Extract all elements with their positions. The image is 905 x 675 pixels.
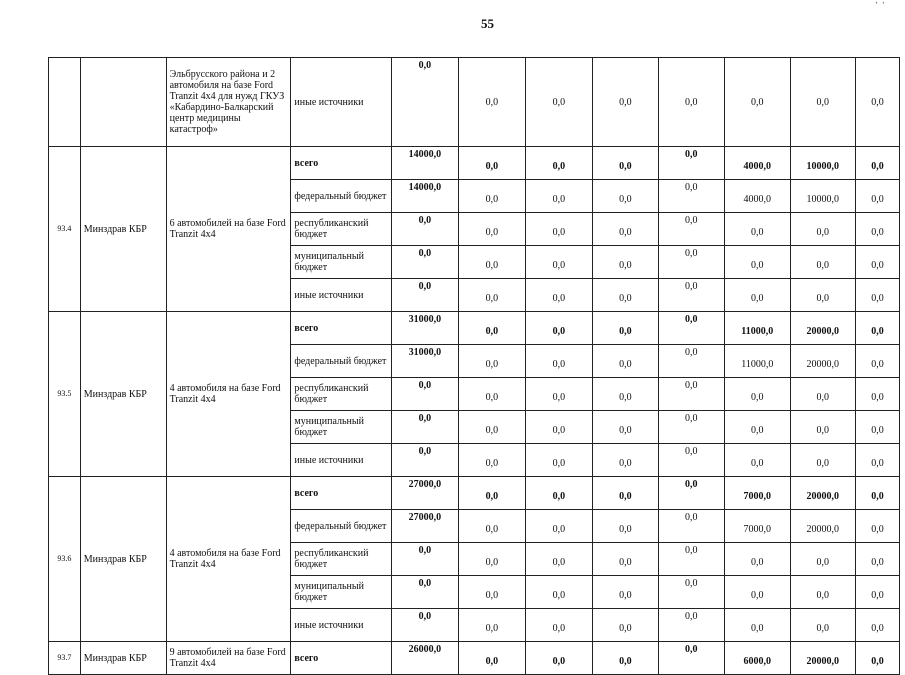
- total-cell: 0,0: [391, 378, 459, 411]
- value-cell: 0,0: [855, 180, 899, 213]
- value-cell: 0,0: [658, 444, 724, 477]
- value-cell: 0,0: [459, 543, 525, 576]
- org-cell: Минздрав КБР: [80, 477, 166, 642]
- value-cell: 0,0: [725, 411, 790, 444]
- total-cell: 26000,0: [391, 642, 459, 675]
- value-cell: 0,0: [593, 411, 658, 444]
- row-index: 93.7: [49, 642, 81, 675]
- value-cell: 0,0: [855, 411, 899, 444]
- source-cell: республиканский бюджет: [291, 378, 391, 411]
- total-cell: 14000,0: [391, 147, 459, 180]
- value-cell: 0,0: [525, 312, 593, 345]
- value-cell: 0,0: [855, 642, 899, 675]
- value-cell: 0,0: [658, 213, 724, 246]
- value-cell: 20000,0: [790, 477, 855, 510]
- value-cell: 0,0: [658, 312, 724, 345]
- value-cell: 0,0: [525, 543, 593, 576]
- value-cell: 0,0: [855, 576, 899, 609]
- value-cell: 0,0: [725, 609, 790, 642]
- value-cell: 0,0: [725, 444, 790, 477]
- value-cell: 0,0: [459, 609, 525, 642]
- page-number: 55: [481, 16, 494, 31]
- value-cell: 0,0: [593, 180, 658, 213]
- value-cell: 0,0: [790, 279, 855, 312]
- org-cell: Минздрав КБР: [80, 312, 166, 477]
- value-cell: 0,0: [725, 576, 790, 609]
- table-row: [49, 312, 900, 345]
- value-cell: 0,0: [658, 477, 724, 510]
- value-cell: 0,0: [855, 510, 899, 543]
- source-cell: иные источники: [291, 444, 391, 477]
- value-cell: 0,0: [593, 576, 658, 609]
- value-cell: 4000,0: [725, 147, 790, 180]
- value-cell: 0,0: [658, 147, 724, 180]
- value-cell: 0,0: [525, 58, 593, 147]
- value-cell: 0,0: [525, 609, 593, 642]
- total-cell: 0,0: [391, 576, 459, 609]
- total-cell: 0,0: [391, 213, 459, 246]
- value-cell: 0,0: [658, 609, 724, 642]
- value-cell: 0,0: [459, 477, 525, 510]
- value-cell: 0,0: [658, 510, 724, 543]
- source-cell: федеральный бюджет: [291, 180, 391, 213]
- value-cell: 0,0: [658, 58, 724, 147]
- value-cell: 0,0: [790, 378, 855, 411]
- value-cell: 0,0: [525, 246, 593, 279]
- value-cell: 0,0: [790, 543, 855, 576]
- value-cell: 0,0: [593, 58, 658, 147]
- source-cell: всего: [291, 477, 391, 510]
- value-cell: 0,0: [459, 213, 525, 246]
- value-cell: 0,0: [459, 444, 525, 477]
- value-cell: 0,0: [725, 246, 790, 279]
- total-cell: 0,0: [391, 543, 459, 576]
- value-cell: 0,0: [525, 576, 593, 609]
- source-cell: муниципальный бюджет: [291, 246, 391, 279]
- value-cell: 0,0: [593, 312, 658, 345]
- total-cell: 0,0: [391, 58, 459, 147]
- value-cell: 0,0: [593, 444, 658, 477]
- table-row: [49, 58, 900, 147]
- value-cell: 0,0: [725, 378, 790, 411]
- value-cell: 0,0: [459, 345, 525, 378]
- table-row: [49, 147, 900, 180]
- value-cell: 7000,0: [725, 477, 790, 510]
- value-cell: 0,0: [593, 510, 658, 543]
- value-cell: 0,0: [593, 477, 658, 510]
- value-cell: 0,0: [790, 609, 855, 642]
- org-cell: [80, 58, 166, 147]
- value-cell: 0,0: [658, 246, 724, 279]
- value-cell: 0,0: [459, 312, 525, 345]
- value-cell: 0,0: [459, 642, 525, 675]
- total-cell: 0,0: [391, 411, 459, 444]
- value-cell: 0,0: [855, 609, 899, 642]
- value-cell: 0,0: [725, 543, 790, 576]
- value-cell: 0,0: [658, 411, 724, 444]
- index-cell: [49, 58, 81, 147]
- value-cell: 0,0: [593, 543, 658, 576]
- value-cell: 0,0: [855, 246, 899, 279]
- value-cell: 7000,0: [725, 510, 790, 543]
- total-cell: 27000,0: [391, 510, 459, 543]
- value-cell: 0,0: [459, 576, 525, 609]
- value-cell: 0,0: [593, 642, 658, 675]
- value-cell: 0,0: [855, 543, 899, 576]
- value-cell: 0,0: [525, 444, 593, 477]
- total-cell: 0,0: [391, 246, 459, 279]
- table-row: [49, 477, 900, 510]
- value-cell: 0,0: [525, 180, 593, 213]
- value-cell: 0,0: [855, 444, 899, 477]
- value-cell: 0,0: [525, 642, 593, 675]
- source-cell: республиканский бюджет: [291, 213, 391, 246]
- value-cell: 10000,0: [790, 180, 855, 213]
- org-cell: Минздрав КБР: [80, 147, 166, 312]
- total-cell: 31000,0: [391, 312, 459, 345]
- total-cell: 0,0: [391, 279, 459, 312]
- value-cell: 20000,0: [790, 510, 855, 543]
- value-cell: 0,0: [459, 411, 525, 444]
- source-cell: иные источники: [291, 58, 391, 147]
- source-cell: муниципальный бюджет: [291, 411, 391, 444]
- total-cell: 31000,0: [391, 345, 459, 378]
- value-cell: 0,0: [593, 378, 658, 411]
- value-cell: 0,0: [855, 477, 899, 510]
- description-cell: 9 автомобилей на базе Ford Tranzit 4x4: [166, 642, 291, 675]
- value-cell: 0,0: [855, 279, 899, 312]
- source-cell: республиканский бюджет: [291, 543, 391, 576]
- value-cell: 0,0: [855, 378, 899, 411]
- total-cell: 0,0: [391, 444, 459, 477]
- value-cell: 0,0: [790, 58, 855, 147]
- value-cell: 0,0: [459, 378, 525, 411]
- value-cell: 0,0: [593, 609, 658, 642]
- value-cell: 0,0: [459, 58, 525, 147]
- value-cell: 0,0: [459, 147, 525, 180]
- table-body: [49, 58, 900, 675]
- value-cell: 20000,0: [790, 312, 855, 345]
- total-cell: 27000,0: [391, 477, 459, 510]
- description-cell: 4 автомобиля на базе Ford Tranzit 4x4: [166, 477, 291, 642]
- value-cell: 0,0: [525, 213, 593, 246]
- description-cell: 4 автомобиля на базе Ford Tranzit 4x4: [166, 312, 291, 477]
- value-cell: 4000,0: [725, 180, 790, 213]
- org-cell: Минздрав КБР: [80, 642, 166, 675]
- value-cell: 0,0: [525, 378, 593, 411]
- value-cell: 0,0: [855, 213, 899, 246]
- value-cell: 0,0: [593, 279, 658, 312]
- value-cell: 0,0: [593, 345, 658, 378]
- value-cell: 0,0: [525, 345, 593, 378]
- value-cell: 0,0: [855, 312, 899, 345]
- value-cell: 6000,0: [725, 642, 790, 675]
- source-cell: муниципальный бюджет: [291, 576, 391, 609]
- value-cell: 0,0: [790, 213, 855, 246]
- value-cell: 0,0: [725, 213, 790, 246]
- total-cell: 14000,0: [391, 180, 459, 213]
- value-cell: 0,0: [459, 510, 525, 543]
- value-cell: 0,0: [658, 642, 724, 675]
- value-cell: 0,0: [790, 444, 855, 477]
- source-cell: иные источники: [291, 609, 391, 642]
- value-cell: 0,0: [658, 378, 724, 411]
- value-cell: 0,0: [593, 246, 658, 279]
- value-cell: 0,0: [525, 510, 593, 543]
- source-cell: иные источники: [291, 279, 391, 312]
- value-cell: 0,0: [658, 279, 724, 312]
- value-cell: 0,0: [790, 246, 855, 279]
- value-cell: 0,0: [525, 411, 593, 444]
- description-cell: Эльбрусского района и 2 автомобиля на базе Ford Tranzit 4x4 для нужд ГКУЗ «Кабардино-Балкарский центр медицины катастроф»: [166, 58, 291, 147]
- row-index: 93.6: [49, 477, 81, 642]
- source-cell: всего: [291, 642, 391, 675]
- source-cell: всего: [291, 147, 391, 180]
- value-cell: 0,0: [855, 147, 899, 180]
- value-cell: 11000,0: [725, 312, 790, 345]
- value-cell: 20000,0: [790, 345, 855, 378]
- value-cell: 0,0: [525, 477, 593, 510]
- value-cell: 0,0: [459, 180, 525, 213]
- value-cell: 0,0: [658, 345, 724, 378]
- value-cell: 0,0: [459, 279, 525, 312]
- value-cell: 0,0: [658, 543, 724, 576]
- source-cell: федеральный бюджет: [291, 345, 391, 378]
- source-cell: всего: [291, 312, 391, 345]
- value-cell: 0,0: [855, 58, 899, 147]
- table-row: [49, 642, 900, 675]
- value-cell: 11000,0: [725, 345, 790, 378]
- description-cell: 6 автомобилей на базе Ford Tranzit 4x4: [166, 147, 291, 312]
- funding-table: [48, 57, 900, 675]
- row-index: 93.5: [49, 312, 81, 477]
- value-cell: 0,0: [790, 411, 855, 444]
- value-cell: 0,0: [725, 279, 790, 312]
- value-cell: 0,0: [525, 279, 593, 312]
- total-cell: 0,0: [391, 609, 459, 642]
- source-cell: федеральный бюджет: [291, 510, 391, 543]
- value-cell: 0,0: [658, 180, 724, 213]
- value-cell: 10000,0: [790, 147, 855, 180]
- value-cell: 0,0: [593, 213, 658, 246]
- value-cell: 0,0: [855, 345, 899, 378]
- value-cell: 0,0: [658, 576, 724, 609]
- value-cell: 20000,0: [790, 642, 855, 675]
- value-cell: 0,0: [790, 576, 855, 609]
- row-index: 93.4: [49, 147, 81, 312]
- value-cell: 0,0: [525, 147, 593, 180]
- value-cell: 0,0: [593, 147, 658, 180]
- corner-scan-mark: ˈ ˈ: [874, 0, 885, 12]
- value-cell: 0,0: [725, 58, 790, 147]
- value-cell: 0,0: [459, 246, 525, 279]
